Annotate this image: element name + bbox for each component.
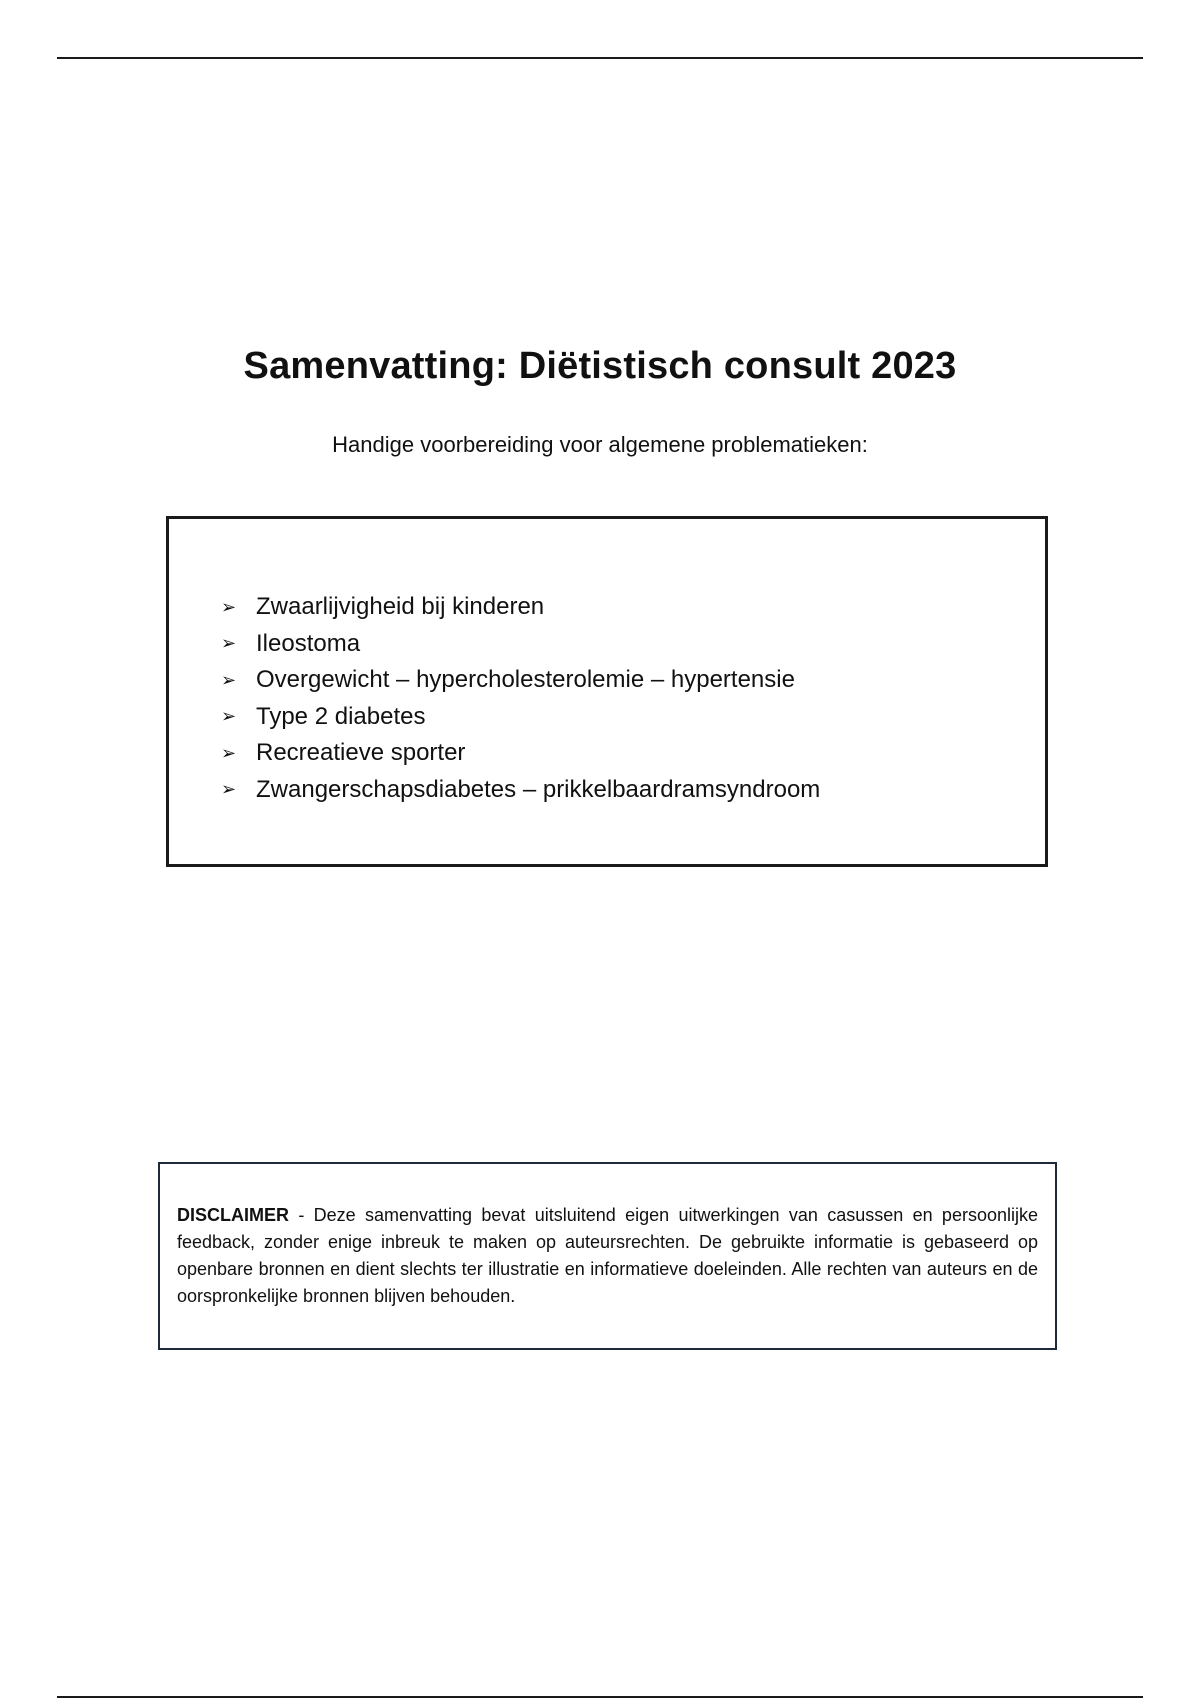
- list-item: [221, 589, 820, 626]
- topics-list: [221, 589, 820, 808]
- arrow-bullet-icon: ➢: [221, 779, 237, 800]
- list-item-label: Zwaarlijvigheid bij kinderen: [256, 593, 545, 621]
- arrow-bullet-icon: ➢: [221, 669, 237, 690]
- list-item: [221, 772, 820, 809]
- list-item: [221, 735, 820, 772]
- list-item: [221, 699, 820, 736]
- list-item-label: Zwangerschapsdiabetes – prikkelbaardramsyndroom: [256, 775, 821, 803]
- disclaimer-body: - Deze samenvatting bevat uitsluitend eigen uitwerkingen van casussen en persoonlijke feedback, zonder enige inbreuk te maken op auteursrechten. De gebruikte informatie is gebaseerd op openbare bronnen en dient slechts ter illustratie en informatieve doeleinden. Alle rechten van auteurs en de oorspronkelijke bronnen blijven behouden.: [177, 1205, 1038, 1306]
- topics-box: [166, 516, 1048, 867]
- page-title: Samenvatting: Diëtistisch consult 2023: [243, 345, 957, 387]
- top-rule: [57, 57, 1143, 59]
- arrow-bullet-icon: ➢: [221, 706, 237, 727]
- arrow-bullet-icon: ➢: [221, 596, 237, 617]
- disclaimer-label: DISCLAIMER: [177, 1205, 289, 1225]
- list-item-label: Type 2 diabetes: [256, 702, 426, 730]
- arrow-bullet-icon: ➢: [221, 633, 237, 654]
- disclaimer-box: [158, 1162, 1057, 1350]
- list-item: [221, 626, 820, 663]
- arrow-bullet-icon: ➢: [221, 742, 237, 763]
- list-item-label: Overgewicht – hypercholesterolemie – hypertensie: [256, 666, 795, 694]
- disclaimer-paragraph: [177, 1202, 1038, 1310]
- list-item: [221, 662, 820, 699]
- bottom-rule: [57, 1696, 1143, 1698]
- list-item-label: Recreatieve sporter: [256, 739, 466, 767]
- list-item-label: Ileostoma: [256, 629, 361, 657]
- page-subtitle: Handige voorbereiding voor algemene problematieken:: [332, 432, 868, 457]
